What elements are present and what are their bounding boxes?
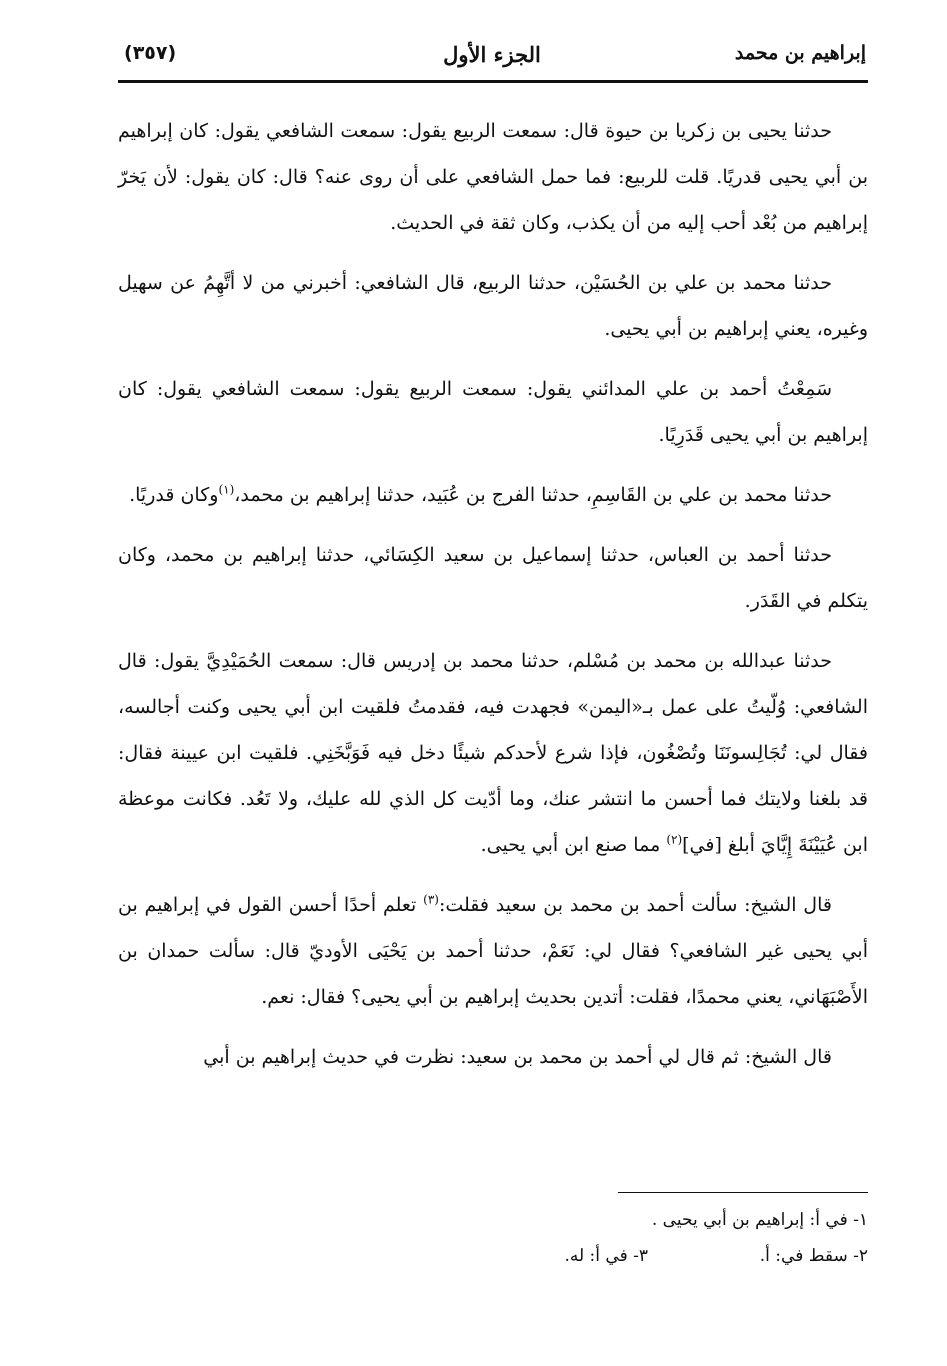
- paragraph-3: سَمِعْتُ أحمد بن علي المدائني يقول: سمعت الربيع يقول: سمعت الشافعي يقول: كان إبراهيم بن أبي يحيى قَدَرِيًا.: [118, 378, 868, 446]
- footnote-divider: [618, 1192, 868, 1193]
- paragraph-2: حدثنا محمد بن علي بن الحُسَيْن، حدثنا الربيع، قال الشافعي: أخبرني من لا أتَّهِمُ عن سهيل وغيره، يعني إبراهيم بن أبي يحيى.: [118, 272, 868, 340]
- header-divider: [118, 80, 868, 83]
- paragraph-5: حدثنا أحمد بن العباس، حدثنا إسماعيل بن سعيد الكِسَائي، حدثنا إبراهيم بن محمد، وكان يتكلم في القَدَر.: [118, 544, 868, 612]
- footnote-3: ٣- في أ: له.: [564, 1246, 648, 1266]
- volume-title: الجزء الأول: [443, 42, 541, 67]
- footnote-1: ١- في أ: إبراهيم بن أبي يحيى .: [651, 1210, 868, 1230]
- footnote-row: [118, 1238, 868, 1274]
- paragraph-8: قال الشيخ: ثم قال لي أحمد بن محمد بن سعيد: نظرت في حديث إبراهيم بن أبي: [203, 1046, 832, 1068]
- page-header: [118, 40, 866, 80]
- paragraph-4: حدثنا محمد بن علي بن القَاسِمِ، حدثنا الفرج بن عُبَيد، حدثنا إبراهيم بن محمد،$^{(١)}$وكان قدريًا.: [129, 482, 832, 506]
- footnote-ref-2[interactable]: (٢): [666, 832, 683, 847]
- footnotes: [118, 1202, 868, 1274]
- footnote-2: ٢- سقط في: أ.: [759, 1246, 868, 1266]
- running-title: إبراهيم بن محمد: [734, 42, 866, 64]
- footnote-ref-1[interactable]: (١): [218, 482, 235, 497]
- paragraph-7: قال الشيخ: سألت أحمد بن محمد بن سعيد فقلت:$^{(٣)}$ تعلم أحدًا أحسن القول في إبراهيم بن أبي يحيى غير الشافعي؟ فقال لي: نَعَمْ، حدثنا أحمد بن يَحْيَى الأوديّ قال: سألت حمدان بن الأَصْبَهَاني، يعني محمدًا، فقلت: أتدين بحديث إبراهيم بن أبي يحيى؟ فقال: نعم.: [118, 892, 868, 1008]
- main-text: [118, 108, 868, 1094]
- page-number: (٣٥٧): [124, 42, 177, 64]
- footnote-ref-3[interactable]: (٣): [423, 892, 439, 907]
- paragraph-6: حدثنا عبدالله بن محمد بن مُسْلم، حدثنا محمد بن إدريس قال: سمعت الحُمَيْدِيَّ يقول: قال الشافعي: وُلّيتُ على عمل بـ«اليمن» فجهدت فيه، فقدمتُ فلقيت ابن أبي يحيى وكنت أجالسه، فقال لي: تُجَالِسونَنَا وتُصْغُون، فإذا شرع لأحدكم شيئًا دخل فيه فَوَبَّخَنِي. فلقيت ابن عيينة فقال: قد بلغنا ولايتك فما أحسن ما انتشر عنك، وما أدّيت كل الذي لله عليك، ولا تَعُد. فكانت موعظة ابن عُيَيْنَةَ إِيَّايَ أبلغ [في]$^{(٢)}$ مما صنع ابن أبي يحيى.: [118, 650, 868, 856]
- paragraph-1: حدثنا يحيى بن زكريا بن حيوة قال: سمعت الربيع يقول: سمعت الشافعي يقول: كان إبراهيم بن أبي يحيى قدريًا. قلت للربيع: فما حمل الشافعي على أن روى عنه؟ قال: كان يقول: لأن يَخرّ إبراهيم من بُعْد أحب إليه من أن يكذب، وكان ثقة في الحديث.: [118, 120, 868, 234]
